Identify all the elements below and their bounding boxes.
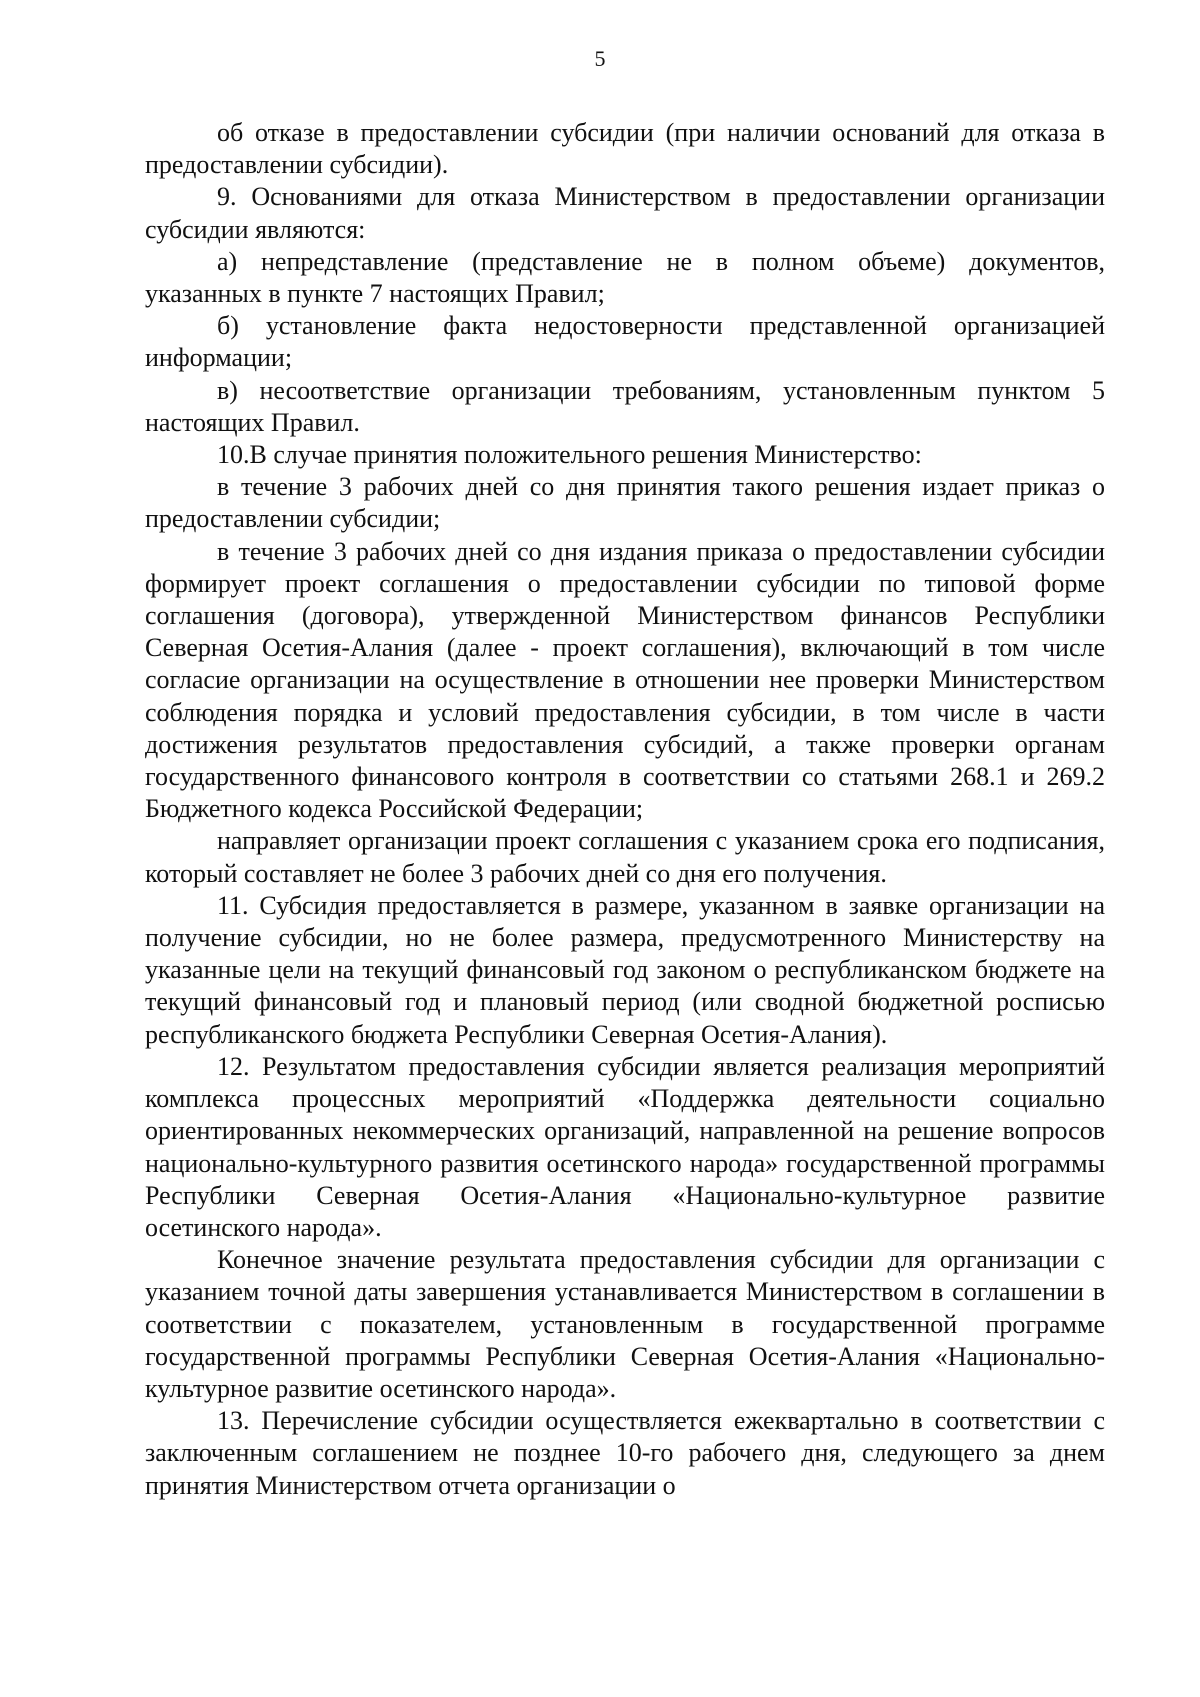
paragraph-item-12-final-value: Конечное значение результата предоставления субсидии для организации с указанием точной даты завершения устанавливается Министерством в соглашении в соответствии с показателем, установленным в государственной программе государственной программы Республики Северная Осетия-Алания «Национально-культурное развитие осетинского народа». (145, 1245, 1105, 1403)
paragraph-item-10: 10.В случае принятия положительного решения Министерство: (217, 440, 922, 470)
paragraph-item-9: 9. Основаниями для отказа Министерством в предоставлении организации субсидии являются: (145, 182, 1105, 244)
paragraph-item-9c: в) несоответствие организации требованиям, установленным пунктом 5 настоящих Правил. (145, 375, 1105, 437)
paragraph-refusal-continuation: об отказе в предоставлении субсидии (при наличии оснований для отказа в предоставлении субсидии). (145, 118, 1105, 180)
document-body (145, 117, 1105, 1502)
paragraph-item-12: 12. Результатом предоставления субсидии является реализация мероприятий комплекса процессных мероприятий «Поддержка деятельности социально ориентированных некоммерческих организаций, направленной на решение вопросов национально-культурного развития осетинского народа» государственной программы Республики Северная Осетия-Алания «Национально-культурное развитие осетинского народа». (145, 1051, 1105, 1242)
paragraph-item-10-send-agreement: направляет организации проект соглашения с указанием срока его подписания, который составляет не более 3 рабочих дней со дня его получения. (145, 826, 1105, 888)
paragraph-item-9a: а) непредставление (представление не в полном объеме) документов, указанных в пункте 7 настоящих Правил; (145, 246, 1105, 309)
paragraph-item-11: 11. Субсидия предоставляется в размере, указанном в заявке организации на получение субсидии, но не более размера, предусмотренного Министерству на указанные цели на текущий финансовый год законом о республиканском бюджете на текущий финансовый год и плановый период (или сводной бюджетной росписью республиканского бюджета Республики Северная Осетия-Алания). (145, 890, 1105, 1049)
page-number: 5 (594, 46, 606, 71)
paragraph-item-9b: б) установление факта недостоверности представленной организацией информации; (145, 311, 1105, 373)
paragraph-item-13: 13. Перечисление субсидии осуществляется ежеквартально в соответствии с заключенным соглашением не позднее 10-го рабочего дня, следующего за днем принятия Министерством отчета организации о (145, 1406, 1105, 1500)
paragraph-item-10-order: в течение 3 рабочих дней со дня принятия такого решения издает приказ о предоставлении субсидии; (145, 472, 1105, 534)
paragraph-item-10-agreement-draft: в течение 3 рабочих дней со дня издания приказа о предоставлении субсидии формирует проект соглашения о предоставлении субсидии по типовой форме соглашения (договора), утвержденной Министерством финансов Республики Северная Осетия-Алания (далее - проект соглашения), включающий в том числе согласие организации на осуществление в отношении нее проверки Министерством соблюдения порядка и условий предоставления субсидии, в том числе в части достижения результатов предоставления субсидий, а также проверки органам государственного финансового контроля в соответствии со статьями 268.1 и 269.2 Бюджетного кодекса Российской Федерации; (145, 536, 1105, 824)
